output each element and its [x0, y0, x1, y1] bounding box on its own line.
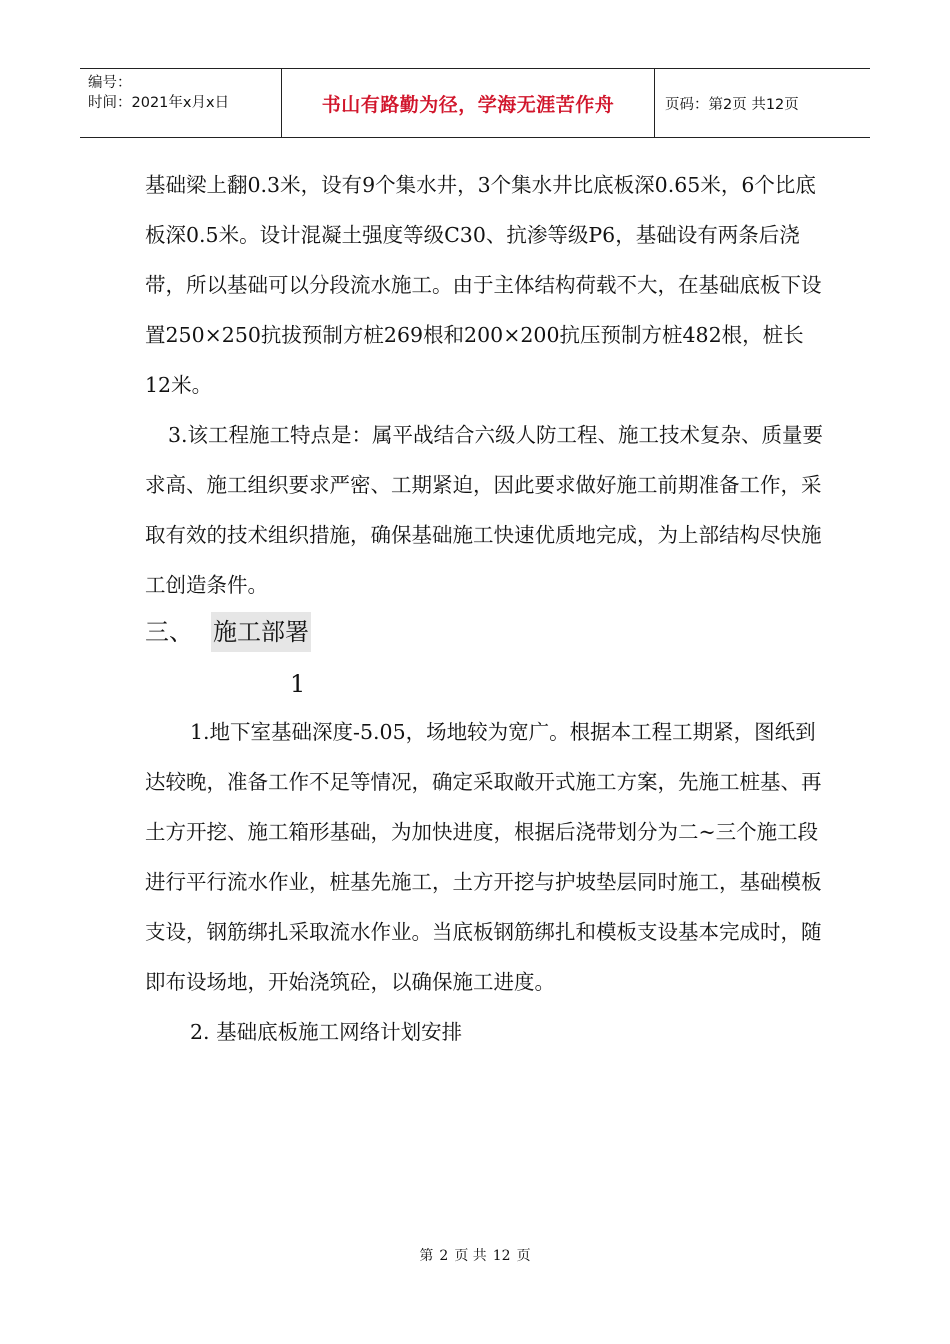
- section-heading: [145, 612, 311, 652]
- body-text-upper: [145, 160, 825, 610]
- body-text-lower: [145, 707, 825, 1057]
- sub-heading-number: 1: [290, 670, 306, 698]
- section-number: 三、: [145, 618, 193, 646]
- footer-middle: 页 共: [454, 1248, 487, 1264]
- serial-number-label: 编号：: [88, 75, 132, 91]
- paragraph-foundation-details: 基础梁上翻0.3米，设有9个集水井，3个集水井比底板深0.65米，6个比底板深0.5米。设计混凝土强度等级C30、抗渗等级P6，基础设有两条后浇带，所以基础可以分段流水施工。由于主体结构荷载不大，在基础底板下设置250×250抗拔预制方桩269根和200×200抗压预制方桩482根，桩长12米。: [145, 173, 822, 397]
- footer-prefix: 第: [419, 1248, 434, 1264]
- paragraph-deployment-plan: 1.地下室基础深度-5.05，场地较为宽广。根据本工程工期紧，图纸到达较晚，准备工作不足等情况，确定采取敞开式施工方案，先施工桩基、再土方开挖、施工箱形基础，为加快进度，根据后浇带划分为二~三个施工段进行平行流水作业，桩基先施工，土方开挖与护坡垫层同时施工，基础模板支设，钢筋绑扎采取流水作业。当底板钢筋绑扎和模板支设基本完成时，随即布设场地，开始浇筑砼，以确保施工进度。: [145, 720, 822, 994]
- page-footer: [0, 1245, 950, 1265]
- paragraph-construction-features: 3.该工程施工特点是：属平战结合六级人防工程、施工技术复杂、质量要求高、施工组织要求严密、工期紧迫，因此要求做好施工前期准备工作，采取有效的技术组织措施，确保基础施工快速优质地完成，为上部结构尽快施工创造条件。: [145, 423, 824, 597]
- section-title: 施工部署: [211, 612, 311, 652]
- header-motto: 书山有路勤为径，学海无涯苦作舟: [281, 69, 655, 137]
- paragraph-network-plan: 2. 基础底板施工网络计划安排: [190, 1020, 463, 1044]
- document-header: [80, 68, 870, 138]
- header-page-info: 页码：第2页 共12页: [665, 96, 799, 113]
- footer-current-page: 2: [439, 1248, 449, 1264]
- header-meta: [80, 69, 281, 137]
- footer-suffix: 页: [516, 1248, 531, 1264]
- date-label: 时间：2021年x月x日: [88, 95, 230, 111]
- footer-total-pages: 12: [492, 1248, 511, 1264]
